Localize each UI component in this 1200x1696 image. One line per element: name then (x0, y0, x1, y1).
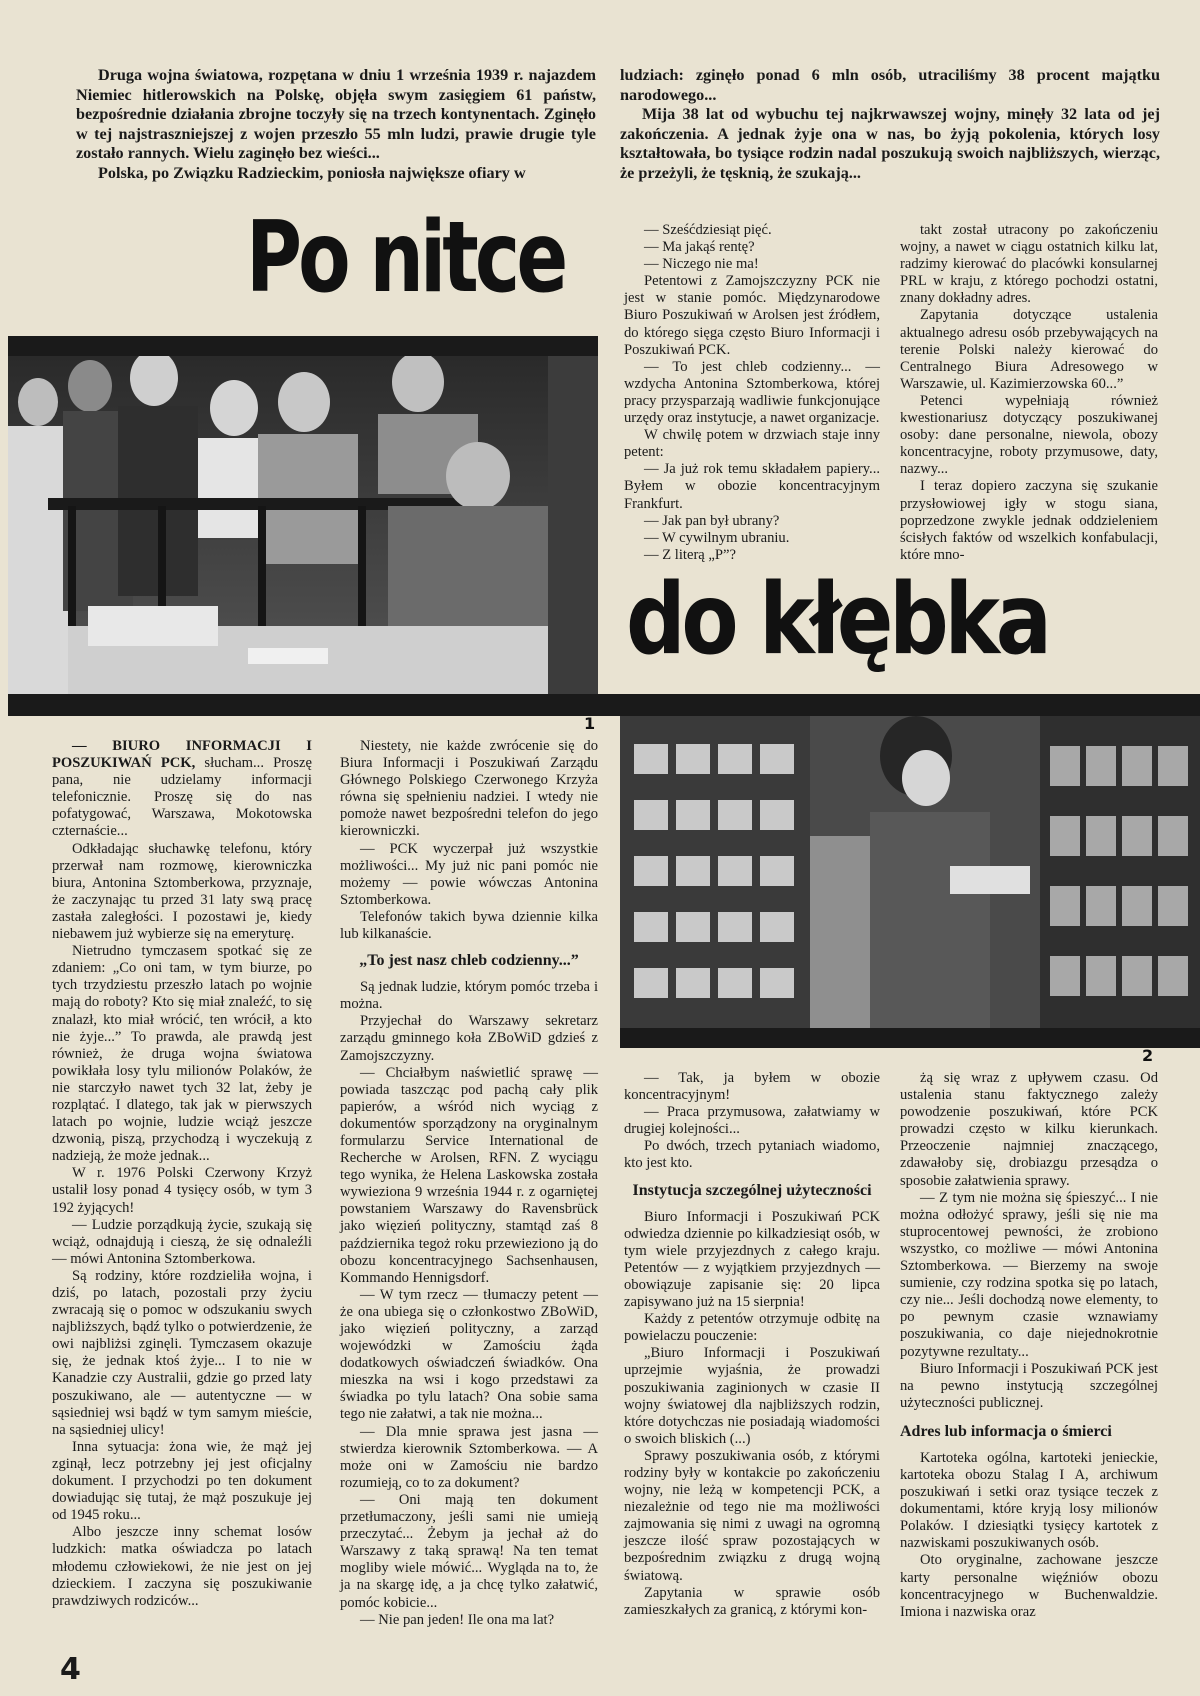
paragraph: Każdy z petentów otrzymuje odbitę na powielaczu pouczenie: (624, 1311, 880, 1345)
paragraph: Biuro Informacji i Poszukiwań PCK jest na pewno instytucją szczególnej użyteczności publicznej. (900, 1360, 1158, 1411)
paragraph: W r. 1976 Polski Czerwony Krzyż ustalił losy ponad 4 tysięcy osób, w tym 3 192 żyjących! (52, 1165, 312, 1216)
paragraph: — Oni mają ten dokument przetłumaczony, jeśli sami nie umieją przeczytać... Żebym ja jechał aż do Warszawy z taką sprawą! Na ten temat mogliby wiele mówić... Wygląda na to, że ja na skargę idę, a ja chcę tylko załatwić, pomóc kobicie... (340, 1491, 598, 1611)
paragraph: — Praca przymusowa, załatwiamy w drugiej kolejności... (624, 1104, 880, 1138)
paragraph: — Ma jakąś rentę? (644, 239, 755, 256)
paragraph: Nietrudno tymczasem spotkać się ze zdaniem: „Co oni tam, w tym biurze, po tych trzydziestu przeszło latach po wojnie mają do roboty? Kto się miał znaleźć, to się znalazł, kto miał wrócić, ten wrócił, a kto nie żyje...” To prawda, ale prawdą jest również, że druga wojna światowa powikłała losy tylu milionów Polaków, że nie starczyło nawet tych 32 lat, żeby je rozplątać. I dlatego, tak jak w pierwszych latach po wojnie, ludzie wciąż jeszcze dzwonią, piszą, przychodzą i wyczekują z nadzieją, że może jednak... (52, 943, 312, 1165)
paragraph: — Nie pan jeden! Ile ona ma lat? (360, 1611, 555, 1628)
intro-left (76, 66, 596, 184)
paragraph: I teraz dopiero zaczyna się szukanie przysłowiowej igły w stogu siana, poprzedzone zwykle jednak oddzieleniem ścisłych faktów od wszelkich konfabulacji, które mno- (900, 478, 1158, 563)
intro-left-paragraph: Polska, po Związku Radzieckim, poniosła największe ofiary w (98, 163, 526, 182)
paragraph: Są rodziny, które rozdzieliła wojna, i dziś, po latach, pozostali przy życiu zwracają się o pomoc w odszukaniu swych najbliższych, bądź tylko o potwierdzenie, że owi najbliżsi zginęli. Tymczasem okazuje się, że jednak ktoś żyje... I to nie w Kanadzie czy Australii, gdzie go przed laty poszukiwano, ale — autentyczne — w sąsiedniej wsi bądź w tym samym mieście, na sąsiedniej ulicy! (52, 1267, 312, 1438)
headline-part1: Po nitce (246, 201, 565, 315)
paragraph: Po dwóch, trzech pytaniach wiadomo, kto jest kto. (624, 1138, 880, 1172)
intro-left-paragraph: Druga wojna światowa, rozpętana w dniu 1 września 1939 r. najazdem Niemiec hitlerowskich na Polskę, objęła swym zasięgiem 61 państw, bezpośrednie działania zbrojne toczyły się na trzech kontynentach. Zginęło w tej najstraszniejszej z wojen przeszło 55 mln ludzi, prawie drugie tyle zostało rannych. Wielu zaginęło bez wieści... (76, 66, 596, 163)
paragraph: Są jednak ludzie, którym pomóc trzeba i można. (340, 979, 598, 1013)
divider-bar (620, 1028, 1200, 1048)
top-column-4 (900, 222, 1158, 564)
paragraph: Zapytania w sprawie osób zamieszkałych za granicą, z którymi kon- (624, 1584, 880, 1618)
intro-right-paragraph: Mija 38 lat od wybuchu tej najkrwawszej wojny, minęły 32 lata od jej zakończenia. A jednak żyje ona w nas, bo żyją pokolenia, których losy kształtowała, bo tysiące rodzin nadal poszukują swoich najbliższych, wierząc, że przeżyli, że tęsknią, że szukają... (620, 105, 1160, 182)
paragraph: — Z tym nie można się śpieszyć... I nie można odłożyć sprawy, jeśli się nie ma stuprocentowej pewności, że zrobiono wszystko, co możliwe — mówi Antonina Sztomberkowa. — Bierzemy na swoje sumienie, czy rodzina spotka się po latach, czy nie... Jeśli dochodzą nowe elementy, to po pewnym czasie wznawiamy poszukiwania, co daje niejednokrotnie pozytywne rezultaty... (900, 1189, 1158, 1360)
paragraph: — Z literą „P”? (644, 546, 736, 563)
paragraph: Przyjechał do Warszawy sekretarz zarządu gminnego koła ZBoWiD gdzieś z Zamojszczyzny. (340, 1013, 598, 1064)
intro-right-paragraph: ludziach: zginęło ponad 6 mln osób, utraciliśmy 38 procent majątku narodowego... (620, 66, 1160, 104)
photo-office-counter (8, 356, 598, 694)
divider-bar (8, 336, 598, 356)
column-2 (340, 738, 598, 1629)
column-3 (624, 1070, 880, 1619)
paragraph: — W cywilnym ubraniu. (644, 529, 790, 546)
paragraph: Oto oryginalne, zachowane jeszcze karty personalne więźniów obozu koncentracyjnego w Buchenwaldzie. Imiona i nazwiska oraz (900, 1552, 1158, 1620)
divider-bar (8, 694, 1200, 716)
paragraph: — Dla mnie sprawa jest jasna — stwierdza kierownik Sztomberkowa. — A może oni w Zamościu nie bardzo rozumieją, co to za dokument? (340, 1423, 598, 1491)
photo-card-index-image (620, 716, 1200, 1028)
subheading: „To jest nasz chleb codzienny...” (359, 952, 579, 970)
paragraph: Petenci wypełniają również kwestionariusz dotyczący poszukiwanej osoby: dane personalne, niewola, obozy koncentracyjne, roboty przymusowe, daty, nazwy... (900, 392, 1158, 478)
paragraph: Petentowi z Zamojszczyzny PCK nie jest w stanie pomóc. Międzynarodowe Biuro Poszukiwań w Arolsen jest źródłem, do którego sięga często Biuro Informacji i Poszukiwań PCK. (624, 273, 880, 358)
paragraph: Sprawy poszukiwania osób, z którymi rodziny były w kontakcie po zakończeniu wojny, nie leżą w kompetencji PCK, a niezależnie od tego nie ma możliwości zajmowania się nimi z uwagi na ogromną jeszcze ilość spraw pozostających w bezpośrednim związku z drugą wojną światową. (624, 1447, 880, 1584)
paragraph: Inna sytuacja: żona wie, że mąż jej zginął, lecz potrzebny jej jest oficjalny dokument. I przychodzi po ten dokument dowiadując się tutaj, że mąż poszukuje jej od 1945 roku... (52, 1438, 312, 1524)
subheading: Instytucja szczególnej użyteczności (632, 1181, 872, 1199)
paragraph: „Biuro Informacji i Poszukiwań uprzejmie wyjaśnia, że prowadzi poszukiwania zaginionych w czasie II wojny światowej dla najbliższych rodzin, które dotychczas nie posiadają wiadomości o swoich bliskich (...) (624, 1345, 880, 1447)
paragraph: — W tym rzecz — tłumaczy petent — że ona ubiega się o członkostwo ZBoWiD, jako więzień polityczny, a zarząd wojewódzki w Zamościu żąda dodatkowych oświadczeń świadków. Ona mieszka na wsi i kogo przedstawi za świadka po tylu latach? Ona sobie sama tego nie załatwi, a tak nie można... (340, 1286, 598, 1423)
photo-card-index (620, 716, 1200, 1028)
lead-caps: — BIURO INFORMACJI I POSZUKIWAŃ PCK, (52, 738, 312, 772)
paragraph: — Jak pan był ubrany? (644, 512, 780, 529)
photo-number-1: 1 (584, 714, 596, 733)
paragraph: — Sześćdziesiąt pięć. (644, 222, 772, 238)
top-column-3 (624, 222, 880, 564)
column-1 (52, 738, 312, 1610)
subheading: Adres lub informacja o śmierci (900, 1422, 1112, 1440)
lead-paragraph (52, 738, 312, 841)
paragraph: Telefonów takich bywa dziennie kilka lub kilkanaście. (340, 908, 598, 943)
paragraph: — PCK wyczerpał już wszystkie możliwości... My już nic pani pomóc nie możemy — powie wówczas Antonina Sztomberkowa. (340, 840, 598, 908)
lead-rest: słucham... Proszę pana, nie udzielamy informacji telefonicznie. Proszę się do nas pofatygować, Warszawa, Mokotowska czternaście... (52, 755, 312, 840)
page-number: 4 (60, 1652, 81, 1687)
intro-right (620, 66, 1160, 184)
paragraph: Albo jeszcze inny schemat losów ludzkich: matka oświadcza po latach młodemu człowiekowi, że nie jest on jej dzieckiem. I zaczyna się poszukiwanie prawdziwych rodziców... (52, 1524, 312, 1609)
paragraph: Zapytania dotyczące ustalenia aktualnego adresu osób przebywających na terenie Polski należy kierować do Centralnego Biura Adresowego w Warszawie, ul. Kazimierzowska 60...” (900, 307, 1158, 392)
paragraph: — To jest chleb codzienny... — wzdycha Antonina Sztomberkowa, której pracy przysparzają wadliwie funkcjonujące urzędy oraz instytucje, a nawet organizacje. (624, 358, 880, 427)
column-4 (900, 1070, 1158, 1621)
paragraph: takt został utracony po zakończeniu wojny, a nawet w ciągu ostatnich kilku lat, radzimy kierować do placówki konsularnej PRL w kraju, z którego pochodzi ostatni, znany dokładny adres. (900, 222, 1158, 307)
paragraph: Niestety, nie każde zwrócenie się do Biura Informacji i Poszukiwań Zarządu Głównego Polskiego Czerwonego Krzyża równa się spełnieniu nadziei. I wtedy nie pomoże nawet bezpośredni telefon do jego kierowniczki. (340, 738, 598, 840)
paragraph: W chwilę potem w drzwiach staje inny petent: (624, 427, 880, 461)
paragraph: — Niczego nie ma! (644, 256, 759, 273)
paragraph: — Ludzie porządkują życie, szukają się wciąż, odnajdują i cieszą, że się odnaleźli — mówi Antonina Sztomberkowa. (52, 1216, 312, 1267)
paragraph: Biuro Informacji i Poszukiwań PCK odwiedza dziennie po kilkadziesiąt osób, w tym wiele przyjezdnych z całego kraju. Petentów — z wyjątkiem przyjezdnych — obowiązuje zapisanie się: 20 lipca zapisywano już na 15 sierpnia! (624, 1208, 880, 1311)
paragraph: Odkładając słuchawkę telefonu, który przerwał nam rozmowę, kierowniczka biura, Antonina Sztomberkowa, przyznaje, że zaczynając tu przed 31 laty swą pracę zastała zaległości. I pozostawi je, kiedy niebawem już wybierze się na emeryturę. (52, 840, 312, 943)
paragraph: Kartoteka ogólna, kartoteki jenieckie, kartoteka obozu Stalag I A, archiwum poszukiwań i setki oraz tysiące teczek z dokumentami, które kryją losy milionów Polaków. I dziesiątki tysięcy kartotek z nazwiskami poszukiwanych osób. (900, 1449, 1158, 1552)
paragraph: — Tak, ja byłem w obozie koncentracyjnym! (624, 1070, 880, 1104)
paragraph: — Chciałbym naświetlić sprawę — powiada taszcząc pod pachą cały plik papierów, a wśród nich wyciąg z dokumentów sporządzony na oryginalnym formularzu Service International de Recherche w Arolsen, RFN. Z wyciągu tego wynika, że Helena Laskowska została wywieziona 9 września 1944 r. z ogarniętej powstaniem Warszawy do Ravensbrück jako więzień polityczny, stamtąd zaś 8 października tegoż roku przewieziono ją do obozu koncentracyjnego Sachsenhausen, Kommando Hennigsdorf. (340, 1064, 598, 1286)
paragraph: — Ja już rok temu składałem papiery... Byłem w obozie koncentracyjnym Frankfurt. (624, 461, 880, 512)
photo-number-2: 2 (1142, 1046, 1154, 1065)
headline-part2: do kłębka (626, 563, 1048, 677)
photo-office-counter-image (8, 356, 598, 694)
paragraph: żą się wraz z upływem czasu. Od ustalenia stanu faktycznego zależy powodzenie poszukiwań, które PCK prowadzi często w kilku kierunkach. Przeoczenie najmniej znaczącego, zdawałoby się, drobiazgu przesądza o sposobie załatwienia sprawy. (900, 1070, 1158, 1189)
